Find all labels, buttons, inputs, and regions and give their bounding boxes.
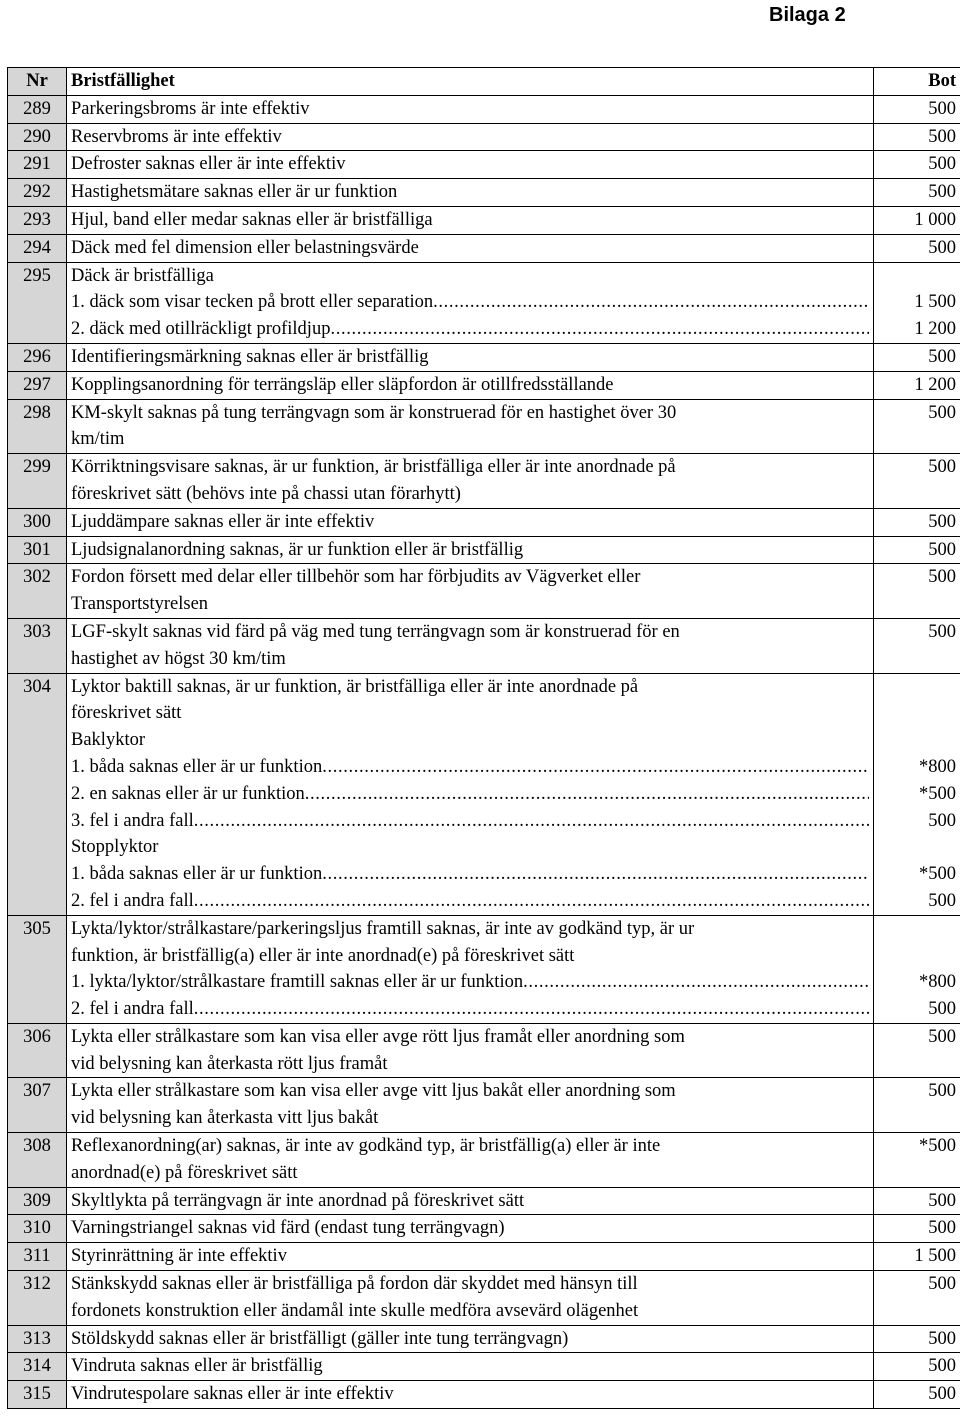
row-number: 313 [8,1325,67,1353]
table-row [8,1187,960,1215]
dot-leader [194,996,869,1023]
fine-amount: *500 [919,1136,956,1157]
row-description [67,95,874,123]
row-fine [874,262,960,343]
fine-amount: 500 [928,182,956,203]
table-row [8,95,960,123]
row-fine [874,1353,960,1381]
description-line: Hastighetsmätare saknas eller är ur funktion [71,182,398,203]
row-fine [874,454,960,509]
dot-leader [322,754,869,781]
table-row [8,123,960,151]
dot-leader [305,781,869,808]
table-row [8,1381,960,1409]
row-description [67,1325,874,1353]
row-fine [874,179,960,207]
row-number: 302 [8,564,67,619]
row-description [67,343,874,371]
sub-item-text: 2. fel i andra fall [71,999,194,1020]
fine-amount: *800 [919,972,956,993]
table-row [8,564,960,619]
row-description [67,536,874,564]
row-fine [874,1381,960,1409]
row-fine [874,1243,960,1271]
row-description [67,234,874,262]
dot-leader [523,969,869,996]
sub-item [71,781,869,808]
row-fine [874,234,960,262]
row-fine [874,564,960,619]
description-line: Lyktor baktill saknas, är ur funktion, är bristfälliga eller är inte anordnade på [71,676,639,697]
row-fine [874,1023,960,1078]
dot-leader [194,888,869,915]
fine-amount: 500 [928,1274,956,1295]
fine-amount: 1 200 [914,319,956,340]
fine-amount: 500 [928,98,956,119]
table-row [8,371,960,399]
description-line: Defroster saknas eller är inte effektiv [71,154,346,175]
row-fine [874,508,960,536]
row-number: 304 [8,673,67,915]
row-description [67,1215,874,1243]
row-fine [874,123,960,151]
row-fine [874,1325,960,1353]
description-line: Ljudsignalanordning saknas, är ur funktion eller är bristfällig [71,539,524,560]
row-number: 314 [8,1353,67,1381]
sub-item [71,754,869,781]
row-description [67,179,874,207]
table-row [8,1271,960,1326]
fine-amount: 500 [928,1384,956,1405]
fine-amount: 1 500 [914,292,956,313]
group-heading: Baklyktor [71,730,145,751]
table-row [8,1133,960,1188]
row-description [67,399,874,454]
description-line: Reflexanordning(ar) saknas, är inte av godkänd typ, är bristfällig(a) eller är inte [71,1136,661,1157]
row-fine [874,1271,960,1326]
row-number: 296 [8,343,67,371]
fine-amount: 500 [928,126,956,147]
fine-amount: 500 [928,1026,956,1047]
description-line: KM-skylt saknas på tung terrängvagn som är konstruerad för en hastighet över 30 [71,402,677,423]
table-row [8,343,960,371]
description-line: km/tim [71,429,125,450]
fine-amount: *800 [919,756,956,777]
row-number: 311 [8,1243,67,1271]
table-row [8,915,960,1023]
table-row [8,618,960,673]
sub-item-text: 2. en saknas eller är ur funktion [71,783,305,804]
description-line: Lykta eller strålkastare som kan visa eller avge rött ljus framåt eller anordning som [71,1026,685,1047]
fine-amount: 1 500 [914,1246,956,1267]
sub-item [71,996,869,1023]
description-line: Parkeringsbroms är inte effektiv [71,98,310,119]
table-row [8,206,960,234]
table-row [8,1023,960,1078]
description-line: Lykta eller strålkastare som kan visa eller avge vitt ljus bakåt eller anordning som [71,1081,676,1102]
row-number: 310 [8,1215,67,1243]
description-line: Reservbroms är inte effektiv [71,126,282,147]
row-description [67,508,874,536]
row-number: 315 [8,1381,67,1409]
row-description [67,371,874,399]
description-line: fordonets konstruktion eller ändamål inte skulle medföra avsevärd olägenhet [71,1300,639,1321]
description-line: anordnad(e) på föreskrivet sätt [71,1162,298,1183]
row-number: 295 [8,262,67,343]
row-description [67,915,874,1023]
row-description [67,1381,874,1409]
table-row [8,179,960,207]
description-line: Varningstriangel saknas vid färd (endast tung terrängvagn) [71,1218,505,1239]
row-description [67,262,874,343]
table-row [8,508,960,536]
sub-item [71,888,869,915]
description-line: föreskrivet sätt [71,703,182,724]
table-row [8,399,960,454]
row-description [67,454,874,509]
row-fine [874,673,960,915]
sub-item [71,808,869,835]
description-line: Hjul, band eller medar saknas eller är bristfälliga [71,209,433,230]
description-line: Fordon försett med delar eller tillbehör som har förbjudits av Vägverket eller [71,567,641,588]
row-fine [874,371,960,399]
row-description [67,618,874,673]
fine-amount: 500 [928,810,956,831]
row-description [67,1023,874,1078]
description-line: Körriktningsvisare saknas, är ur funktion, är bristfälliga eller är inte anordnade på [71,457,676,478]
fine-amount: 500 [928,890,956,911]
row-description [67,151,874,179]
description-line: funktion, är bristfällig(a) eller är inte anordnad(e) på föreskrivet sätt [71,945,575,966]
description-line: vid belysning kan återkasta rött ljus framåt [71,1053,388,1074]
row-fine [874,151,960,179]
sub-item-text: 1. båda saknas eller är ur funktion [71,864,323,885]
sub-item-text: 2. däck med otillräckligt profildjup [71,319,331,340]
description-line: Ljuddämpare saknas eller är inte effektiv [71,511,375,532]
row-number: 289 [8,95,67,123]
header-bot: Bot [874,68,960,96]
description-line: Stöldskydd saknas eller är bristfälligt (gäller inte tung terrängvagn) [71,1328,569,1349]
row-fine [874,343,960,371]
row-number: 300 [8,508,67,536]
row-fine [874,399,960,454]
fine-amount: 500 [928,1356,956,1377]
fine-amount: 500 [928,1218,956,1239]
description-line: Vindrutespolare saknas eller är inte effektiv [71,1384,394,1405]
row-number: 307 [8,1078,67,1133]
description-line: vid belysning kan återkasta vitt ljus bakåt [71,1108,379,1129]
description-line: Identifieringsmärkning saknas eller är bristfällig [71,346,429,367]
description-line: Styrinrättning är inte effektiv [71,1246,287,1267]
sub-item-text: 1. båda saknas eller är ur funktion [71,756,323,777]
table-row [8,673,960,915]
dot-leader [194,808,869,835]
fine-amount: 500 [928,511,956,532]
header-nr: Nr [8,68,67,96]
table-row [8,1353,960,1381]
table-row [8,1325,960,1353]
group-heading: Stopplyktor [71,837,159,858]
dot-leader [330,316,869,343]
fine-amount: *500 [919,864,956,885]
fine-amount: 500 [928,621,956,642]
fine-amount: 500 [928,237,956,258]
sub-item-text: 3. fel i andra fall [71,810,194,831]
description-line: Stänkskydd saknas eller är bristfälliga på fordon där skyddet med hänsyn till [71,1274,638,1295]
description-line: Transportstyrelsen [71,594,209,615]
row-description [67,1187,874,1215]
row-number: 294 [8,234,67,262]
row-description [67,1271,874,1326]
description-line: Däck med fel dimension eller belastningsvärde [71,237,419,258]
row-number: 301 [8,536,67,564]
table-row [8,1243,960,1271]
row-number: 292 [8,179,67,207]
dot-leader [322,861,869,888]
fine-amount: 500 [928,1081,956,1102]
row-fine [874,206,960,234]
table-row [8,234,960,262]
row-fine [874,618,960,673]
fine-amount: 500 [928,346,956,367]
row-fine [874,1133,960,1188]
row-fine [874,915,960,1023]
table-row [8,151,960,179]
row-number: 298 [8,399,67,454]
sub-item [71,289,869,316]
sub-item-text: 2. fel i andra fall [71,890,194,911]
row-number: 309 [8,1187,67,1215]
fine-amount: 500 [928,1190,956,1211]
row-fine [874,1187,960,1215]
sub-item-text: 1. däck som visar tecken på brott eller separation [71,292,434,313]
fine-amount: 1 000 [914,209,956,230]
description-line: hastighet av högst 30 km/tim [71,648,286,669]
row-description [67,1353,874,1381]
row-number: 290 [8,123,67,151]
row-number: 297 [8,371,67,399]
row-number: 306 [8,1023,67,1078]
description-line: Lykta/lyktor/strålkastare/parkeringsljus framtill saknas, är inte av godkänd typ, är ur [71,918,695,939]
row-description [67,206,874,234]
fine-amount: 1 200 [914,374,956,395]
header-bristfallighet: Bristfällighet [67,68,874,96]
fine-amount: *500 [919,783,956,804]
description-line: Däck är bristfälliga [71,265,214,286]
row-description [67,1078,874,1133]
row-number: 299 [8,454,67,509]
row-description [67,1133,874,1188]
fine-amount: 500 [928,402,956,423]
row-description [67,564,874,619]
row-number: 308 [8,1133,67,1188]
row-number: 293 [8,206,67,234]
row-description [67,123,874,151]
table-row [8,1078,960,1133]
row-description [67,673,874,915]
table-row [8,536,960,564]
fine-amount: 500 [928,567,956,588]
fine-amount: 500 [928,154,956,175]
description-line: Kopplingsanordning för terrängsläp eller släpfordon är otillfredsställande [71,374,614,395]
fines-table [7,67,960,1409]
row-number: 305 [8,915,67,1023]
row-number: 312 [8,1271,67,1326]
table-row [8,1215,960,1243]
description-line: föreskrivet sätt (behövs inte på chassi utan förarhytt) [71,483,461,504]
description-line: LGF-skylt saknas vid färd på väg med tung terrängvagn som är konstruerad för en [71,621,680,642]
table-body [8,95,960,1408]
row-fine [874,95,960,123]
annex-title: Bilaga 2 [769,4,846,26]
sub-item [71,316,869,343]
description-line: Skyltlykta på terrängvagn är inte anordnad på föreskrivet sätt [71,1190,525,1211]
fine-amount: 500 [928,539,956,560]
row-fine [874,536,960,564]
table-row [8,262,960,343]
sub-item-text: 1. lykta/lyktor/strålkastare framtill saknas eller är ur funktion [71,972,524,993]
row-description [67,1243,874,1271]
sub-item [71,969,869,996]
fine-amount: 500 [928,1328,956,1349]
fine-amount: 500 [928,999,956,1020]
table-row [8,454,960,509]
sub-item [71,861,869,888]
row-number: 291 [8,151,67,179]
fine-amount: 500 [928,457,956,478]
table-header-row [8,68,960,96]
description-line: Vindruta saknas eller är bristfällig [71,1356,323,1377]
row-fine [874,1215,960,1243]
dot-leader [433,289,869,316]
row-fine [874,1078,960,1133]
row-number: 303 [8,618,67,673]
